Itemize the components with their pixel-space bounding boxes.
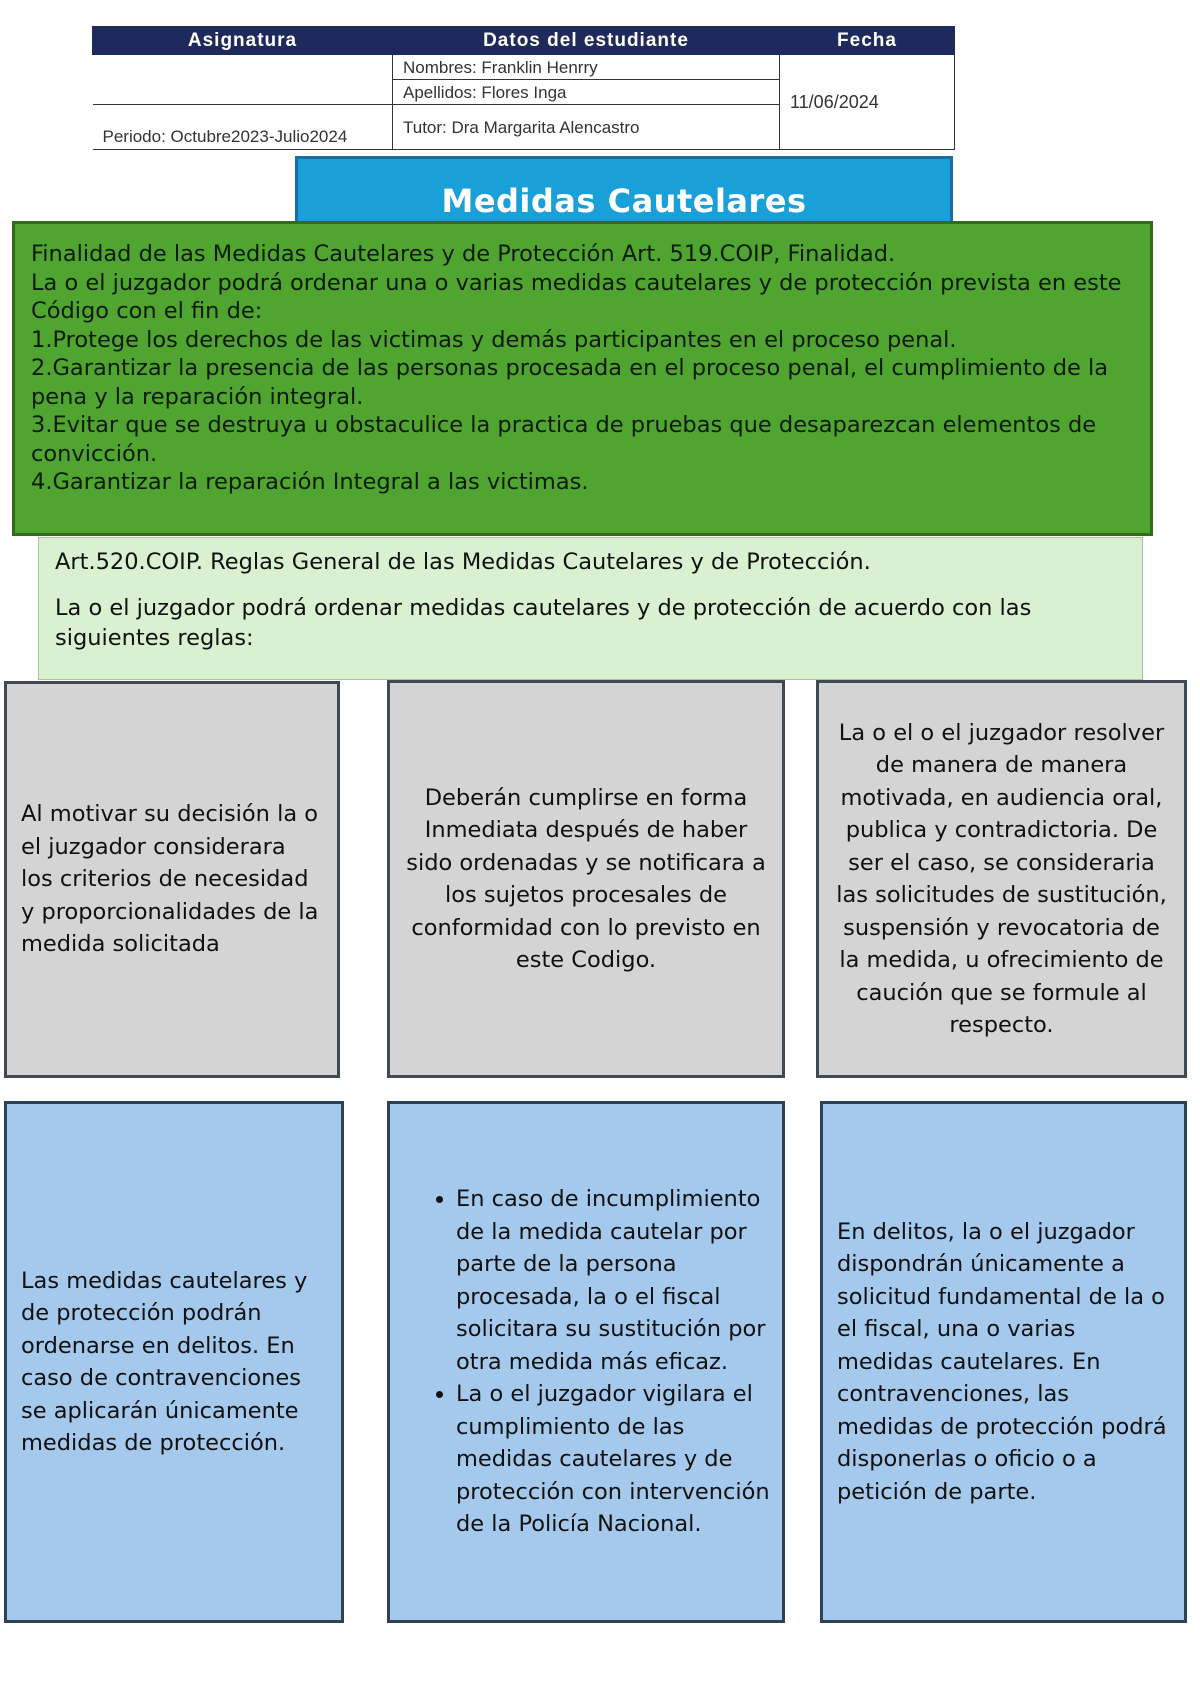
bullet-list	[390, 1183, 772, 1541]
rule-text: La o el o el juzgador resolver de manera de manera motivada, en audiencia oral, publica y contradictoria. De ser el caso, se consideraria las solicitudes de sustitución, suspensión y revocatoria de la medida, u ofrecimiento de caución que se formule al respecto.	[836, 719, 1167, 1038]
rule-text: Las medidas cautelares y de protección podrán ordenarse en delitos. En caso de contravenciones se aplicarán únicamente medidas de protección.	[21, 1267, 308, 1456]
rule-box-audiencia	[816, 680, 1187, 1078]
student-surnames: Apellidos: Flores Inga	[393, 80, 780, 105]
header-col-fecha: Fecha	[780, 27, 955, 55]
tutor-value: Tutor: Dra Margarita Alencastro	[393, 105, 780, 150]
finalidad-heading: Finalidad de las Medidas Cautelares y de Protección Art. 519.COIP, Finalidad.	[31, 241, 896, 267]
reglas-heading: Art.520.COIP. Reglas General de las Medidas Cautelares y de Protección.	[55, 549, 871, 575]
reglas-intro: La o el juzgador podrá ordenar medidas cautelares y de protección de acuerdo con las siguientes reglas:	[55, 595, 1032, 651]
header-table	[92, 26, 954, 150]
finalidad-item: 2.Garantizar la presencia de las personas procesada en el proceso penal, el cumplimiento de la pena y la reparación integral.	[31, 355, 1109, 410]
rule-text: Deberán cumplirse en forma Inmediata después de haber sido ordenadas y se notificara a los sujetos procesales de conformidad con lo previsto en este Codigo.	[406, 784, 766, 973]
rule-box-incumplimiento	[387, 1101, 785, 1623]
rule-box-contravenciones	[820, 1101, 1187, 1623]
finalidad-item: 4.Garantizar la reparación Integral a las victimas.	[31, 469, 589, 495]
finalidad-section	[12, 221, 1153, 536]
finalidad-item: 1.Protege los derechos de las victimas y demás participantes en el proceso penal.	[31, 326, 957, 353]
finalidad-item: 3.Evitar que se destruya u obstaculice la practica de pruebas que desaparezcan elementos de convicción.	[31, 412, 1097, 467]
rule-box-cumplimiento	[387, 680, 785, 1078]
date-value: 11/06/2024	[780, 55, 955, 150]
rule-text: En delitos, la o el juzgador dispondrán únicamente a solicitud fundamental de la o el fiscal, una o varias medidas cautelares. En contravenciones, las medidas de protección podrá disponerlas o oficio o a petición de parte.	[837, 1218, 1167, 1505]
rule-text: Al motivar su decisión la o el juzgador considerara los criterios de necesidad y proporcionalidades de la medida solicitada	[21, 801, 319, 958]
reglas-section	[38, 537, 1143, 680]
rule-box-motivacion	[4, 681, 340, 1078]
student-names: Nombres: Franklin Henrry	[393, 55, 780, 80]
period-value: Periodo: Octubre2023-Julio2024	[93, 105, 393, 150]
header-col-datos: Datos del estudiante	[393, 27, 780, 55]
list-item: • En caso de incumplimiento de la medida cautelar por parte de la persona procesada, la o el fiscal solicitara su sustitución por otra medida más eficaz.	[456, 1183, 772, 1378]
subject-value	[93, 55, 393, 105]
header-col-asignatura: Asignatura	[93, 27, 393, 55]
page-title: Medidas Cautelares	[295, 156, 953, 228]
list-item: • La o el juzgador vigilara el cumplimiento de las medidas cautelares y de protección con intervención de la Policía Nacional.	[456, 1378, 772, 1541]
finalidad-intro: La o el juzgador podrá ordenar una o varias medidas cautelares y de protección prevista en este Código con el fin de:	[31, 269, 1122, 324]
rule-box-delitos	[4, 1101, 344, 1623]
